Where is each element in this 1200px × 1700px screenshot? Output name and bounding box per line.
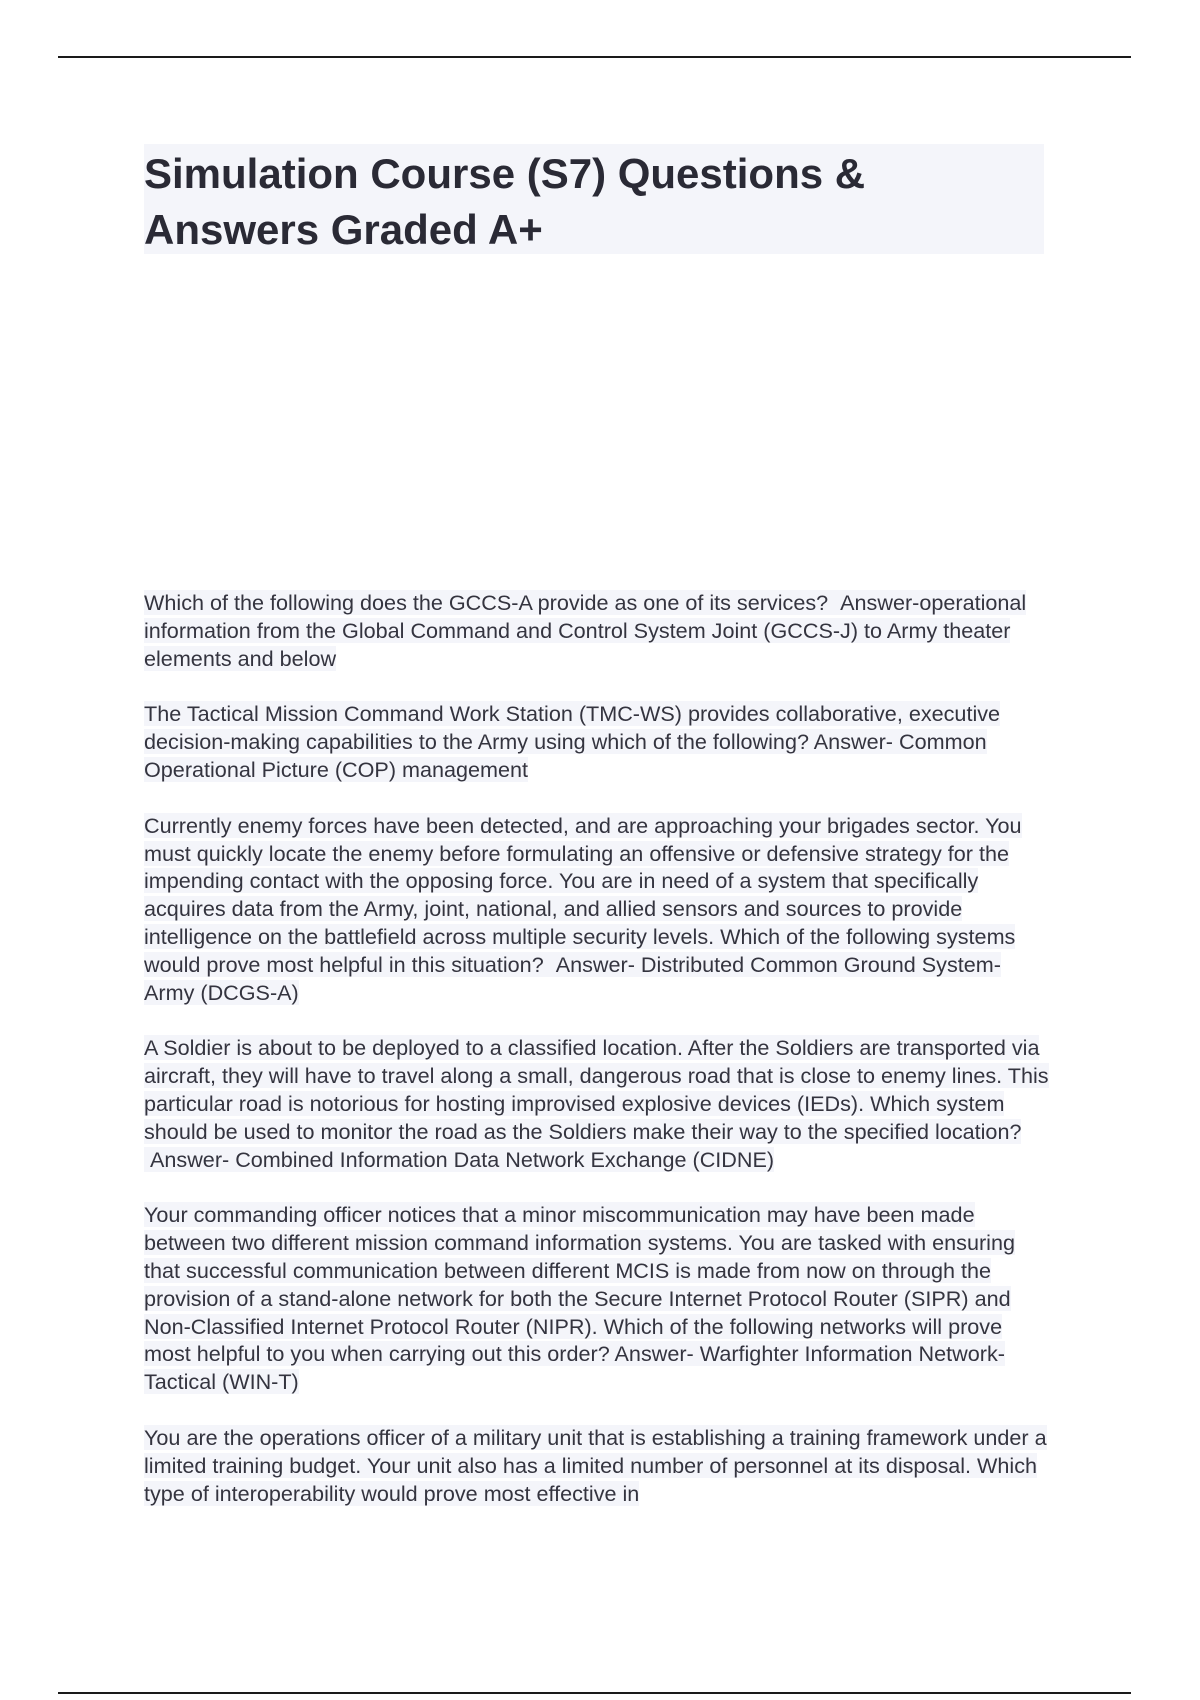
- qa-list: [144, 589, 1049, 1535]
- qa-item: [144, 812, 1049, 1007]
- answer-text: operational information from the Global Command and Control System Joint (GCCS-J) to Army theater elements and below: [144, 590, 1027, 671]
- question-text: Currently enemy forces have been detected, and are approaching your brigades sector. You must quickly locate the enemy before formulating an offensive or defensive strategy for the impending contact with the opposing force. You are in need of a system that specifically acquires data from the Army, joint, national, and allied sensors and sources to provide intelligence on the battlefield across multiple security levels. Which of the following systems would prove most helpful in this situation?: [144, 812, 1022, 977]
- answer-label: Answer-: [614, 1341, 694, 1367]
- qa-item: [144, 1201, 1049, 1396]
- question-text: Which of the following does the GCCS-A provide as one of its services?: [144, 590, 829, 615]
- qa-item: [144, 1424, 1049, 1507]
- question-text: You are the operations officer of a military unit that is establishing a training framework under a limited training budget. Your unit also has a limited number of personnel at its disposal. Which type of interoperability would prove most effective in: [144, 1424, 1047, 1506]
- question-text: Your commanding officer notices that a minor miscommunication may have been made between two different mission command information systems. You are tasked with ensuring that successful communication between different MCIS is made from now on through the provision of a stand-alone network for both the Secure Internet Protocol Router (SIPR) and Non-Classified Internet Protocol Router (NIPR). Which of the following networks will prove most helpful to you when carrying out this order?: [144, 1202, 1015, 1367]
- top-rule: [58, 56, 1131, 58]
- answer-text: Common Operational Picture (COP) management: [144, 729, 987, 782]
- qa-item: [144, 1034, 1049, 1173]
- answer-text: Combined Information Data Network Exchange (CIDNE): [235, 1146, 775, 1172]
- answer-text: Distributed Common Ground System-Army (DCGS-A): [144, 951, 1001, 1005]
- answer-label: Answer-: [813, 729, 893, 755]
- bottom-rule: [58, 1692, 1131, 1694]
- answer-label: Answer-: [555, 951, 635, 977]
- document-title: Simulation Course (S7) Questions & Answers Graded A+: [144, 150, 866, 253]
- answer-label: Answer-: [840, 590, 920, 615]
- qa-item: [144, 589, 1049, 672]
- qa-item: [144, 700, 1049, 783]
- question-text: The Tactical Mission Command Work Station (TMC-WS) provides collaborative, executive decision-making capabilities to the Army using which of the following?: [144, 701, 1001, 755]
- answer-label: Answer-: [150, 1146, 230, 1172]
- answer-text: Warfighter Information Network-Tactical (WIN-T): [144, 1341, 1005, 1395]
- question-text: A Soldier is about to be deployed to a classified location. After the Soldiers are transported via aircraft, they will have to travel along a small, dangerous road that is close to enemy lines. This particular road is notorious for hosting improvised explosive devices (IEDs). Which system should be used to monitor the road as the Soldiers make their way to the specified location?: [144, 1035, 1049, 1144]
